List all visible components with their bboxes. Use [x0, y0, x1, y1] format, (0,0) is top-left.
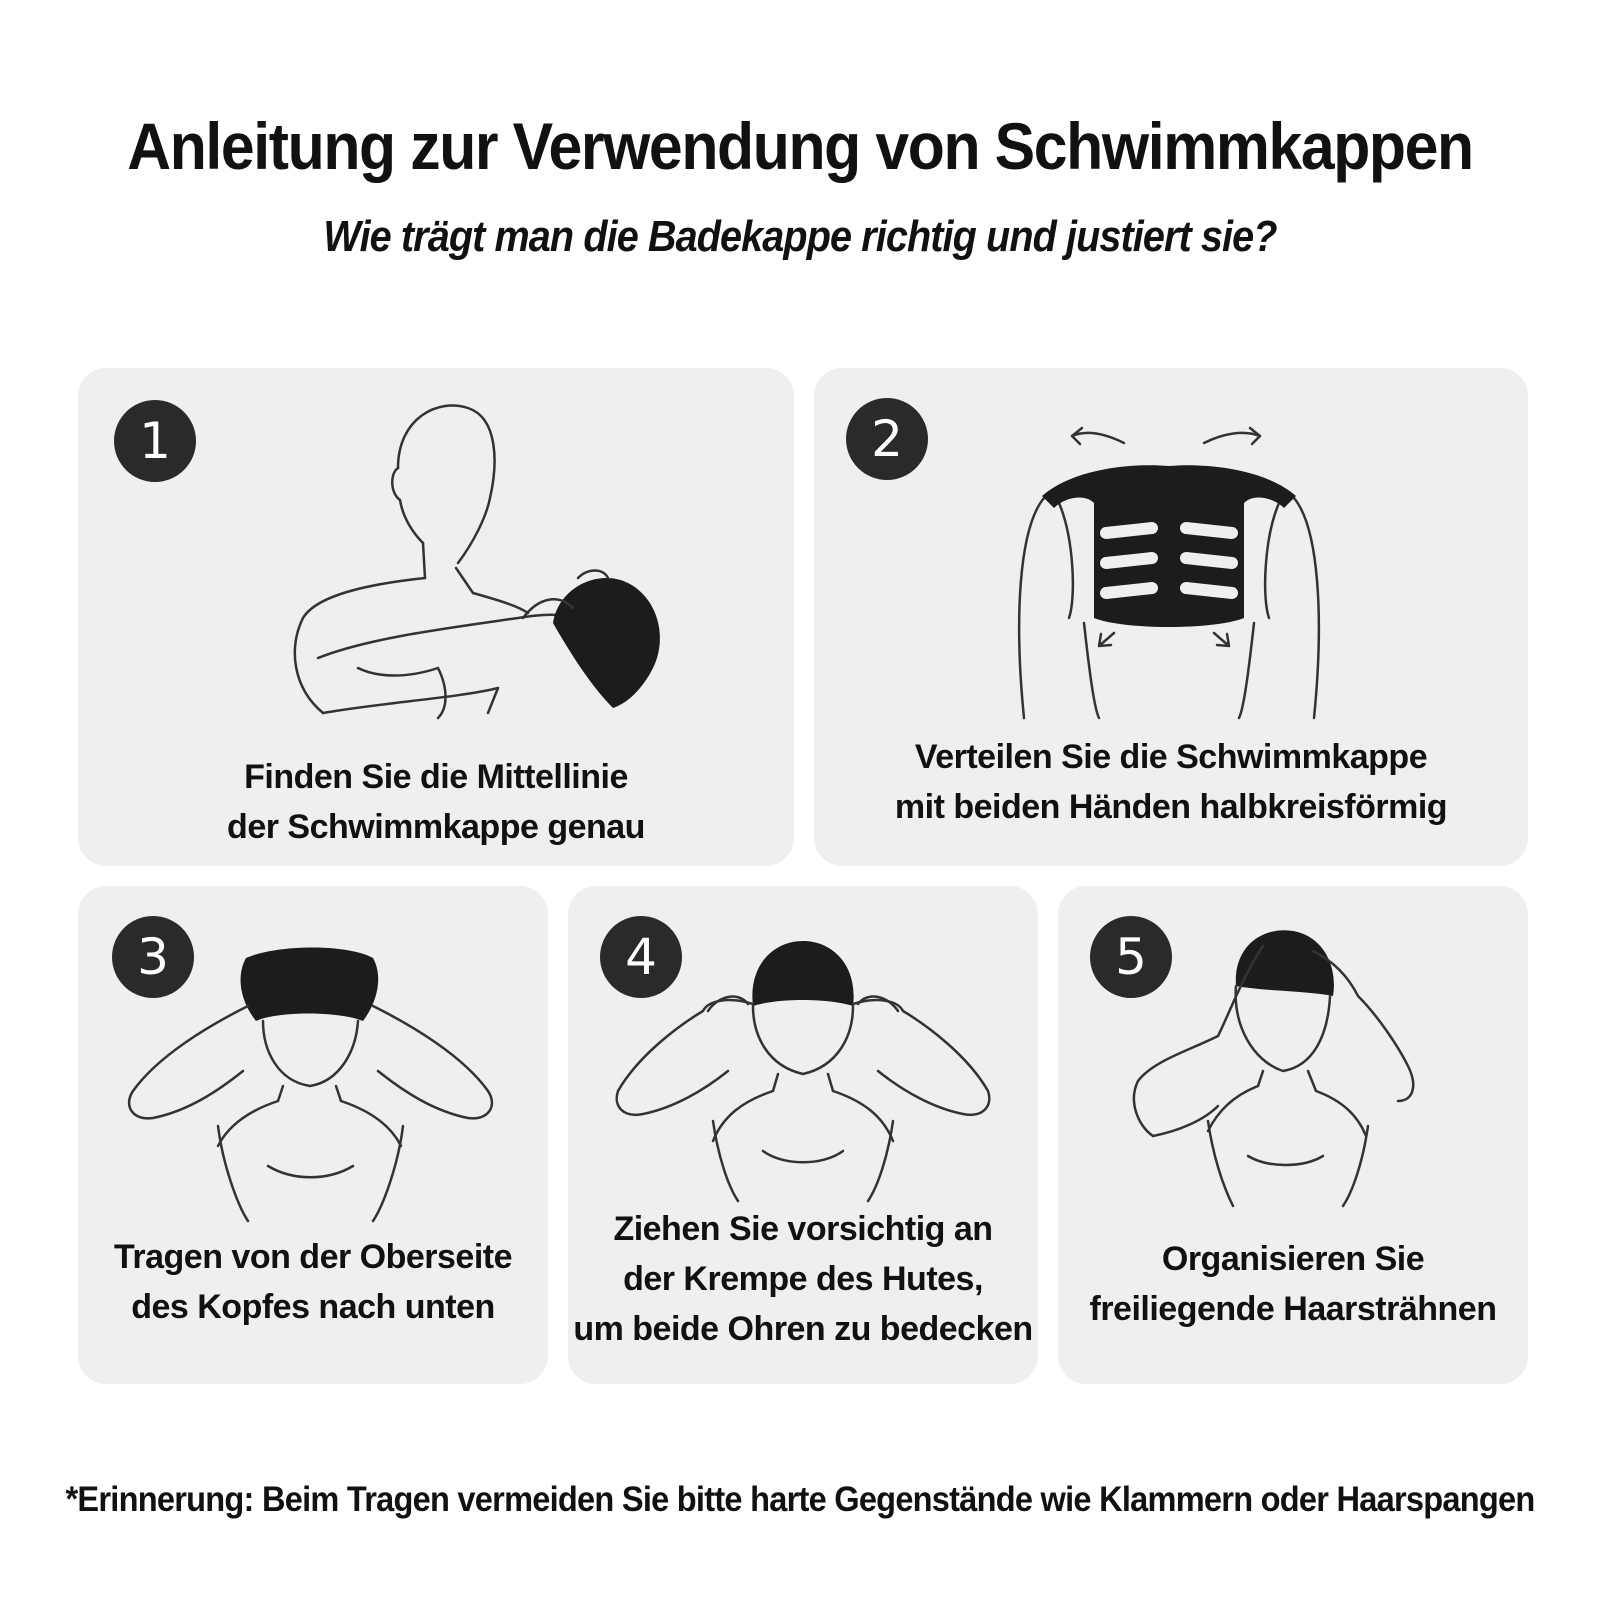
reminder-note: *Erinnerung: Beim Tragen vermeiden Sie bitte harte Gegenstände wie Klammern oder Haarspangen: [65, 1480, 1535, 1519]
step-number-badge: 1: [114, 400, 196, 482]
putting-cap-on-head-illustration: [78, 886, 548, 1226]
man-holding-cap-illustration: [78, 368, 794, 748]
caption-line: Finden Sie die Mittellinie: [244, 758, 628, 796]
step-caption: [78, 752, 794, 852]
page-subtitle: Wie trägt man die Badekappe richtig und justiert sie?: [323, 212, 1277, 261]
caption-line: Verteilen Sie die Schwimmkappe: [914, 738, 1428, 776]
caption-line: mit beiden Händen halbkreisförmig: [894, 788, 1448, 826]
caption-line: freiliegende Haarsträhnen: [1089, 1290, 1497, 1328]
caption-line: Tragen von der Oberseite: [113, 1238, 513, 1276]
swim-cap-shape: [553, 578, 660, 708]
hands-spreading-cap-illustration: [814, 368, 1528, 748]
cap-over-ears-shape: [752, 941, 853, 1006]
step-caption: [814, 732, 1528, 832]
cap-on-head-shape: [241, 948, 379, 1022]
caption-line: Ziehen Sie vorsichtig an: [613, 1210, 993, 1248]
step-number-badge: 5: [1090, 916, 1172, 998]
cap-side-view-shape: [1236, 930, 1334, 996]
step-number-badge: 3: [112, 916, 194, 998]
step-number-badge: 2: [846, 398, 928, 480]
step-caption: [1058, 1234, 1528, 1334]
step-card-3: [78, 886, 548, 1384]
step-card-5: [1058, 886, 1528, 1384]
step-card-1: [78, 368, 794, 866]
caption-line: des Kopfes nach unten: [131, 1288, 495, 1326]
step-caption: [78, 1232, 548, 1332]
tucking-hair-illustration: [1058, 886, 1528, 1216]
caption-line: der Schwimmkappe genau: [227, 808, 645, 846]
page-title: Anleitung zur Verwendung von Schwimmkappen: [127, 109, 1473, 183]
step-caption: [568, 1204, 1038, 1354]
step-card-4: [568, 886, 1038, 1384]
step-number-badge: 4: [600, 916, 682, 998]
caption-line: um beide Ohren zu bedecken: [573, 1310, 1033, 1348]
caption-line: der Krempe des Hutes,: [623, 1260, 983, 1298]
stretched-cap-shape: [1042, 465, 1296, 627]
step-card-2: [814, 368, 1528, 866]
caption-line: Organisieren Sie: [1161, 1240, 1425, 1278]
pulling-cap-over-ears-illustration: [568, 886, 1038, 1206]
